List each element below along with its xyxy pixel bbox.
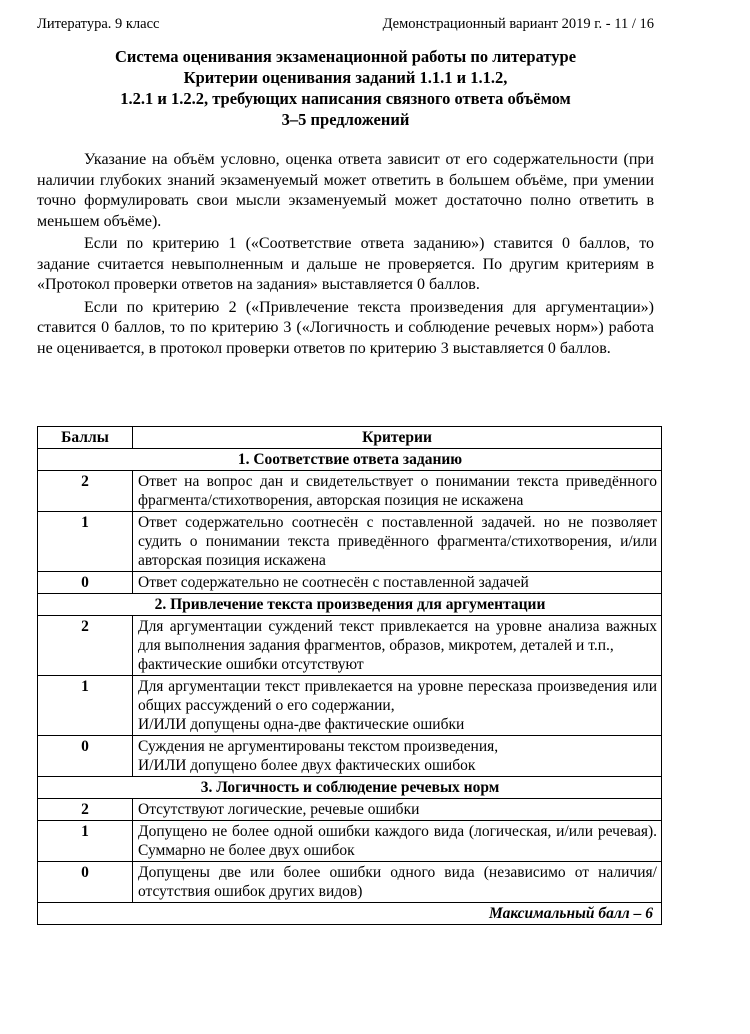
table-row bbox=[38, 736, 662, 777]
criteria-table-body bbox=[38, 449, 662, 925]
criterion-text: И/ИЛИ допущено более двух фактических ошибок bbox=[138, 757, 476, 774]
table-row bbox=[38, 862, 662, 903]
title-line-1: Система оценивания экзаменационной работы по литературе bbox=[114, 47, 577, 66]
section-title: 2. Привлечение текста произведения для аргументации bbox=[38, 594, 662, 616]
section-row bbox=[38, 594, 662, 616]
criterion-text: Допущены две или более ошибки одного вида (независимо от наличия/отсутствия ошибок других видов) bbox=[138, 864, 657, 900]
page-header bbox=[37, 16, 654, 33]
instruction-paragraph: Указание на объём условно, оценка ответа зависит от его содержательности (при наличии глубоких знаний экзаменуемый может ответить в большем объёме, при умении точно формулировать свои мысли экзаменуемый может достаточно полно ответить в меньшем объёме). bbox=[37, 151, 654, 230]
instruction-paragraph: Если по критерию 1 («Соответствие ответа заданию») ставится 0 баллов, то задание считается невыполненным и дальше не проверяется. По другим критериям в «Протокол проверки ответов на задания» выставляется 0 баллов. bbox=[37, 235, 654, 293]
criterion-description bbox=[133, 821, 662, 862]
criterion-text: Ответ на вопрос дан и свидетельствует о понимании текста приведённого фрагмента/стихотворения, авторская позиция не искажена bbox=[138, 473, 657, 509]
criterion-description bbox=[133, 572, 662, 594]
criterion-description bbox=[133, 676, 662, 736]
title-line-3: 1.2.1 и 1.2.2, требующих написания связного ответа объёмом bbox=[120, 89, 571, 108]
criterion-text: И/ИЛИ допущены одна-две фактические ошибки bbox=[138, 716, 465, 733]
score-cell: 0 bbox=[38, 572, 133, 594]
criterion-description bbox=[133, 471, 662, 512]
criterion-text: Ответ содержательно соотнесён с поставленной задачей. но не позволяет судить о понимании текста приведённого фрагмента/стихотворения, и/или авторская позиция искажена bbox=[138, 514, 657, 569]
max-score: Максимальный балл – 6 bbox=[38, 903, 662, 925]
criterion-description bbox=[133, 616, 662, 676]
criterion-text: Для аргументации суждений текст привлекается на уровне анализа важных для выполнения задания фрагментов, образов, микротем, деталей и т.п., bbox=[138, 618, 657, 654]
title-line-4: 3–5 предложений bbox=[281, 110, 410, 129]
score-cell: 1 bbox=[38, 676, 133, 736]
table-row bbox=[38, 512, 662, 572]
score-cell: 2 bbox=[38, 616, 133, 676]
score-cell: 0 bbox=[38, 862, 133, 903]
criterion-description bbox=[133, 862, 662, 903]
criterion-text: Допущено не более одной ошибки каждого вида (логическая, и/или речевая). Суммарно не более двух ошибок bbox=[138, 823, 657, 859]
criterion-text: Суждения не аргументированы текстом произведения, bbox=[138, 738, 499, 755]
score-cell: 1 bbox=[38, 512, 133, 572]
table-row bbox=[38, 616, 662, 676]
section-title: 1. Соответствие ответа заданию bbox=[38, 449, 662, 471]
max-score-row bbox=[38, 903, 662, 925]
table-row bbox=[38, 821, 662, 862]
column-header-criteria: Критерии bbox=[133, 427, 662, 449]
document-title bbox=[37, 46, 654, 130]
section-row bbox=[38, 449, 662, 471]
criterion-description bbox=[133, 799, 662, 821]
score-cell: 2 bbox=[38, 471, 133, 512]
instructions bbox=[37, 150, 654, 361]
criterion-text: Для аргументации текст привлекается на уровне пересказа произведения или общих рассуждений о его содержании, bbox=[138, 678, 657, 714]
criteria-table bbox=[37, 426, 662, 925]
criterion-description bbox=[133, 512, 662, 572]
table-row bbox=[38, 799, 662, 821]
criterion-text: фактические ошибки отсутствуют bbox=[138, 656, 364, 673]
table-row bbox=[38, 676, 662, 736]
table-header-row bbox=[38, 427, 662, 449]
table-row bbox=[38, 471, 662, 512]
header-variant-page: Демонстрационный вариант 2019 г. - 11 / 16 bbox=[382, 16, 654, 32]
criterion-description bbox=[133, 736, 662, 777]
instruction-paragraph: Если по критерию 2 («Привлечение текста произведения для аргументации») ставится 0 баллов, то по критерию 3 («Логичность и соблюдение речевых норм») работа не оценивается, в протокол проверки ответов по критерию 3 выставляется 0 баллов. bbox=[37, 298, 654, 357]
score-cell: 0 bbox=[38, 736, 133, 777]
section-title: 3. Логичность и соблюдение речевых норм bbox=[38, 777, 662, 799]
criterion-text: Отсутствуют логические, речевые ошибки bbox=[138, 801, 420, 818]
criterion-text: Ответ содержательно не соотнесён с поставленной задачей bbox=[138, 574, 529, 591]
section-row bbox=[38, 777, 662, 799]
table-row bbox=[38, 572, 662, 594]
title-line-2: Критерии оценивания заданий 1.1.1 и 1.1.2, bbox=[183, 68, 508, 87]
column-header-scores: Баллы bbox=[38, 427, 133, 449]
header-subject: Литература. 9 класс bbox=[37, 16, 160, 32]
score-cell: 1 bbox=[38, 821, 133, 862]
score-cell: 2 bbox=[38, 799, 133, 821]
